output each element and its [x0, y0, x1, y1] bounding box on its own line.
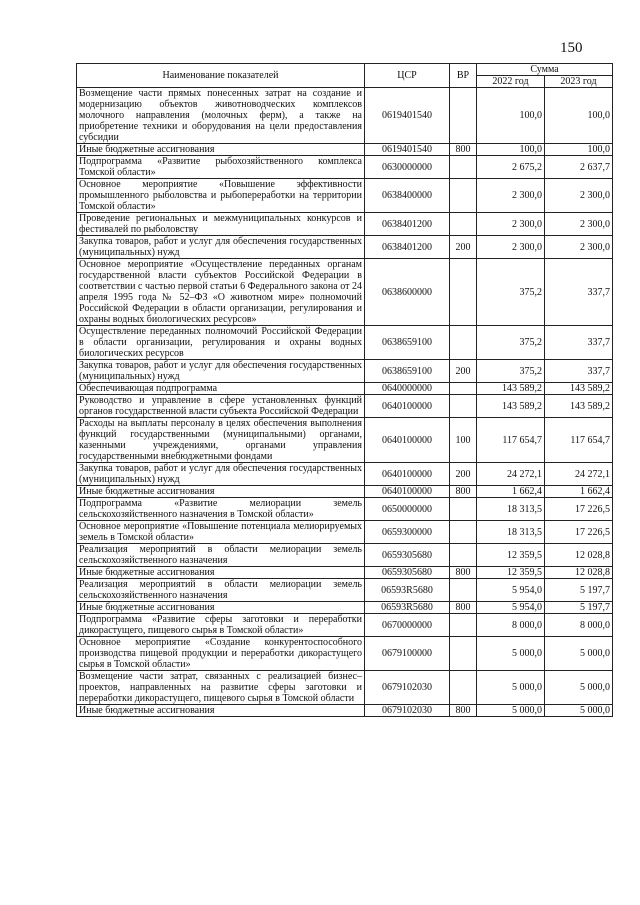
table-row — [77, 236, 613, 259]
table-row — [77, 498, 613, 521]
row-value-2023: 117 654,7 — [545, 418, 613, 463]
row-vr: 800 — [450, 144, 477, 156]
table-row — [77, 544, 613, 567]
table-row — [77, 395, 613, 418]
row-vr: 200 — [450, 236, 477, 259]
table-body — [77, 88, 613, 717]
row-vr — [450, 637, 477, 671]
row-value-2023: 17 226,5 — [545, 521, 613, 544]
row-value-2023: 17 226,5 — [545, 498, 613, 521]
table-row — [77, 567, 613, 579]
row-value-2023: 24 272,1 — [545, 463, 613, 486]
row-name: Возмещение части прямых понесенных затрат на создание и модернизацию объектов животноводческих комплексов молочного направления (молочных ферм), а также на приобретение техники и оборудования на цели предоставления субсидии — [77, 88, 365, 144]
header-csr: ЦСР — [365, 64, 450, 88]
row-value-2023: 12 028,8 — [545, 567, 613, 579]
row-vr — [450, 498, 477, 521]
row-csr: 06593R5680 — [365, 579, 450, 602]
table-header — [77, 64, 613, 88]
row-csr: 0640100000 — [365, 463, 450, 486]
row-value-2022: 143 589,2 — [477, 383, 545, 395]
row-vr — [450, 179, 477, 213]
row-vr — [450, 259, 477, 326]
table-row — [77, 383, 613, 395]
table-row — [77, 521, 613, 544]
budget-table — [76, 63, 613, 717]
row-value-2022: 375,2 — [477, 259, 545, 326]
row-name: Иные бюджетные ассигнования — [77, 602, 365, 614]
row-name: Возмещение части затрат, связанных с реализацией бизнес–проектов, направленных на развитие сферы заготовки и переработки дикорастущего, пищевого сырья в Томской области — [77, 671, 365, 705]
table-row — [77, 671, 613, 705]
row-name: Проведение региональных и межмуниципальных конкурсов и фестивалей по рыболовству — [77, 213, 365, 236]
row-value-2023: 1 662,4 — [545, 486, 613, 498]
row-value-2022: 5 000,0 — [477, 637, 545, 671]
table-row — [77, 360, 613, 383]
row-vr — [450, 88, 477, 144]
row-csr: 0638600000 — [365, 259, 450, 326]
row-value-2023: 337,7 — [545, 259, 613, 326]
row-value-2023: 337,7 — [545, 360, 613, 383]
row-value-2022: 8 000,0 — [477, 614, 545, 637]
row-value-2022: 2 675,2 — [477, 156, 545, 179]
table-row — [77, 144, 613, 156]
row-csr: 0619401540 — [365, 88, 450, 144]
row-vr — [450, 156, 477, 179]
row-vr — [450, 395, 477, 418]
row-vr — [450, 671, 477, 705]
row-value-2023: 5 197,7 — [545, 602, 613, 614]
row-name: Закупка товаров, работ и услуг для обеспечения государственных (муниципальных) нужд — [77, 463, 365, 486]
table-row — [77, 579, 613, 602]
page-number: 150 — [560, 40, 583, 56]
row-vr — [450, 213, 477, 236]
row-value-2022: 2 300,0 — [477, 179, 545, 213]
row-value-2022: 12 359,5 — [477, 567, 545, 579]
row-name: Иные бюджетные ассигнования — [77, 705, 365, 717]
row-csr: 0638401200 — [365, 236, 450, 259]
row-name: Закупка товаров, работ и услуг для обеспечения государственных (муниципальных) нужд — [77, 236, 365, 259]
row-csr: 0650000000 — [365, 498, 450, 521]
row-name: Иные бюджетные ассигнования — [77, 486, 365, 498]
row-name: Подпрограмма «Развитие рыбохозяйственного комплекса Томской области» — [77, 156, 365, 179]
table-row — [77, 213, 613, 236]
row-value-2022: 24 272,1 — [477, 463, 545, 486]
row-name: Основное мероприятие «Осуществление переданных органам государственной власти субъектов Российской Федерации в соответствии с частью первой статьи 6 Федерального закона от 24 апреля 1995 года № 52–ФЗ «О животном мире» полномочий Российской Федерации в области организации, регулирования и охраны водных биологических ресурсов» — [77, 259, 365, 326]
row-csr: 0638659100 — [365, 360, 450, 383]
row-value-2022: 5 000,0 — [477, 705, 545, 717]
row-name: Подпрограмма «Развитие мелиорации земель сельскохозяйственного назначения в Томской области» — [77, 498, 365, 521]
row-name: Обеспечивающая подпрограмма — [77, 383, 365, 395]
row-value-2022: 375,2 — [477, 326, 545, 360]
row-value-2023: 5 000,0 — [545, 705, 613, 717]
row-value-2022: 375,2 — [477, 360, 545, 383]
row-value-2023: 100,0 — [545, 144, 613, 156]
row-value-2023: 5 197,7 — [545, 579, 613, 602]
row-value-2023: 5 000,0 — [545, 671, 613, 705]
table-row — [77, 463, 613, 486]
row-value-2023: 143 589,2 — [545, 383, 613, 395]
row-vr: 800 — [450, 567, 477, 579]
row-value-2023: 337,7 — [545, 326, 613, 360]
row-csr: 0638401200 — [365, 213, 450, 236]
row-csr: 0659305680 — [365, 567, 450, 579]
row-value-2022: 5 954,0 — [477, 602, 545, 614]
row-name: Иные бюджетные ассигнования — [77, 567, 365, 579]
row-vr: 200 — [450, 360, 477, 383]
row-name: Расходы на выплаты персоналу в целях обеспечения выполнения функций государственными (муниципальными) органами, казенными учреждениями, органами управления государственными внебюджетными фондами — [77, 418, 365, 463]
row-value-2023: 12 028,8 — [545, 544, 613, 567]
row-name: Иные бюджетные ассигнования — [77, 144, 365, 156]
row-vr: 800 — [450, 602, 477, 614]
row-name: Подпрограмма «Развитие сферы заготовки и переработки дикорастущего, пищевого сырья в Томской области» — [77, 614, 365, 637]
header-year-2023: 2023 год — [545, 76, 613, 88]
row-name: Основное мероприятие «Повышение потенциала мелиорируемых земель в Томской области» — [77, 521, 365, 544]
row-csr: 0630000000 — [365, 156, 450, 179]
row-vr: 100 — [450, 418, 477, 463]
row-csr: 0679102030 — [365, 671, 450, 705]
row-vr — [450, 383, 477, 395]
row-name: Осуществление переданных полномочий Российской Федерации в области организации, регулирования и охраны водных биологических ресурсов — [77, 326, 365, 360]
row-vr — [450, 544, 477, 567]
row-vr — [450, 521, 477, 544]
row-csr: 0679102030 — [365, 705, 450, 717]
row-csr: 0638659100 — [365, 326, 450, 360]
row-vr: 800 — [450, 486, 477, 498]
row-value-2022: 2 300,0 — [477, 236, 545, 259]
table-row — [77, 418, 613, 463]
table-row — [77, 88, 613, 144]
row-csr: 0640100000 — [365, 486, 450, 498]
table-row — [77, 179, 613, 213]
row-csr: 0659300000 — [365, 521, 450, 544]
row-vr — [450, 326, 477, 360]
header-vr: ВР — [450, 64, 477, 88]
row-value-2022: 18 313,5 — [477, 498, 545, 521]
row-csr: 0679100000 — [365, 637, 450, 671]
row-vr: 800 — [450, 705, 477, 717]
row-value-2022: 143 589,2 — [477, 395, 545, 418]
row-value-2022: 5 000,0 — [477, 671, 545, 705]
row-value-2022: 5 954,0 — [477, 579, 545, 602]
row-value-2023: 2 300,0 — [545, 236, 613, 259]
row-value-2023: 143 589,2 — [545, 395, 613, 418]
table-row — [77, 156, 613, 179]
header-year-2022: 2022 год — [477, 76, 545, 88]
row-name: Реализация мероприятий в области мелиорации земель сельскохозяйственного назначения — [77, 579, 365, 602]
row-name: Основное мероприятие «Повышение эффективности промышленного рыболовства и рыбопереработки на территории Томской области» — [77, 179, 365, 213]
row-csr: 0640100000 — [365, 418, 450, 463]
row-value-2023: 2 300,0 — [545, 179, 613, 213]
row-csr: 06593R5680 — [365, 602, 450, 614]
header-name: Наименование показателей — [77, 64, 365, 88]
row-csr: 0640000000 — [365, 383, 450, 395]
row-value-2023: 8 000,0 — [545, 614, 613, 637]
row-value-2022: 2 300,0 — [477, 213, 545, 236]
table-row — [77, 602, 613, 614]
table-row — [77, 705, 613, 717]
row-vr — [450, 614, 477, 637]
row-csr: 0640100000 — [365, 395, 450, 418]
row-value-2022: 12 359,5 — [477, 544, 545, 567]
row-value-2022: 1 662,4 — [477, 486, 545, 498]
row-value-2022: 18 313,5 — [477, 521, 545, 544]
row-value-2023: 2 637,7 — [545, 156, 613, 179]
table-row — [77, 637, 613, 671]
row-csr: 0638400000 — [365, 179, 450, 213]
row-value-2023: 5 000,0 — [545, 637, 613, 671]
row-csr: 0670000000 — [365, 614, 450, 637]
row-value-2023: 2 300,0 — [545, 213, 613, 236]
row-name: Реализация мероприятий в области мелиорации земель сельскохозяйственного назначения — [77, 544, 365, 567]
row-name: Закупка товаров, работ и услуг для обеспечения государственных (муниципальных) нужд — [77, 360, 365, 383]
row-value-2022: 100,0 — [477, 144, 545, 156]
row-value-2022: 100,0 — [477, 88, 545, 144]
table-row — [77, 614, 613, 637]
row-name: Руководство и управление в сфере установленных функций органов государственной власти субъекта Российской Федерации — [77, 395, 365, 418]
table-row — [77, 326, 613, 360]
row-value-2023: 100,0 — [545, 88, 613, 144]
row-vr — [450, 579, 477, 602]
row-name: Основное мероприятие «Создание конкурентоспособного производства пищевой продукции и переработки дикорастущего сырья в Томской области» — [77, 637, 365, 671]
row-csr: 0659305680 — [365, 544, 450, 567]
table-row — [77, 486, 613, 498]
header-sum: Сумма — [477, 64, 613, 76]
row-value-2022: 117 654,7 — [477, 418, 545, 463]
row-csr: 0619401540 — [365, 144, 450, 156]
table-row — [77, 259, 613, 326]
row-vr: 200 — [450, 463, 477, 486]
